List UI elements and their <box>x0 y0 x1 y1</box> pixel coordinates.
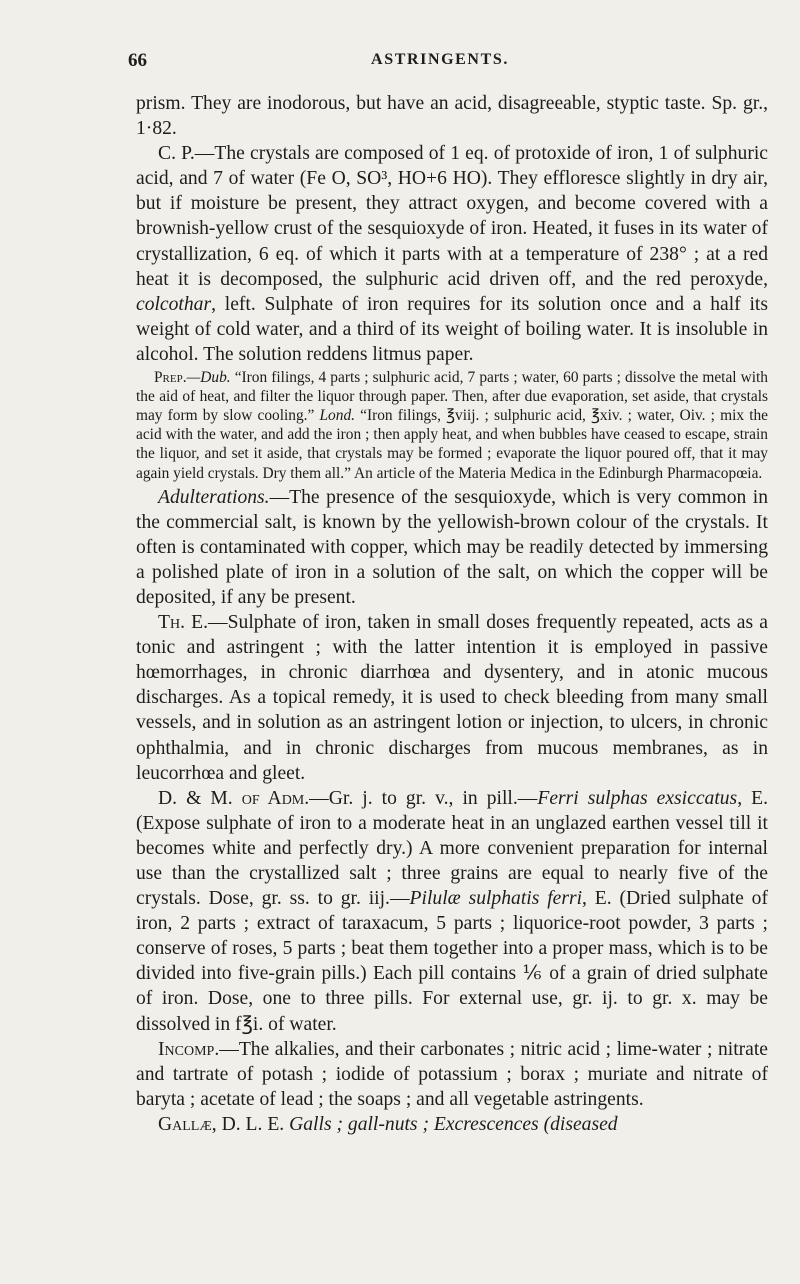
section-label: D. & M. of Adm. <box>158 787 310 809</box>
paragraph-text: , E. (Dried sulphate of iron, 2 parts ; extract of taraxacum, 5 parts ; liquorice-root powder, 3 parts ; conserve of roses, 5 parts ; beat them together into a proper mass, which is to be divided into five-grain pills.) Each pill contains ⅙ of a grain of dried sulphate of iron. Dose, one to three pills. For external use, gr. ij. to gr. x. may be dissolved in f℥i. of water. <box>136 888 768 1035</box>
running-head: ASTRINGENTS. <box>371 51 509 68</box>
italic-term: colcothar <box>136 293 212 315</box>
section-label: Th. E. <box>158 612 209 634</box>
section-label: Adulterations. <box>158 486 270 508</box>
paragraph-text: “Iron filings, 4 parts ; sulphuric acid, 7 parts ; water, 60 parts ; dissolve the metal with the aid of heat, and filter the liquor through paper. Then, after due evaporation, set aside, that crystals may form by slow cooling.” <box>136 369 768 425</box>
page-number: 66 <box>128 50 147 71</box>
paragraph-chemical-properties <box>136 141 768 367</box>
paragraph-therapeutic-effects <box>136 610 768 786</box>
paragraph-text: —Gr. j. to gr. v., in pill.— <box>309 787 538 809</box>
italic-term: Pilulæ sulphatis ferri <box>409 888 583 910</box>
section-label: C. P. <box>158 143 195 165</box>
paragraph-continuation <box>136 91 768 141</box>
paragraph-text: —The presence of the sesquioxyde, which is very common in the commercial salt, is known by the yellowish-brown colour of the crystals. It often is contaminated with copper, which may be readily detected by immersing a polished plate of iron in a solution of the salt, on which the copper will be deposited, if any be present. <box>136 486 768 608</box>
section-label: Incomp. <box>158 1038 220 1060</box>
paragraph-adulterations <box>136 485 768 610</box>
paragraph-preparation <box>136 368 768 483</box>
source-label: —Dub. <box>186 369 231 387</box>
paragraph-text: prism. They are inodorous, but have an acid, disagreeable, styptic taste. Sp. gr., 1·82. <box>136 93 768 140</box>
paragraph-text: , E. (Expose sulphate of iron to a moderate heat in an unglazed earthen vessel till it becomes white and perfectly dry.) A more convenient preparation for internal use than the crystallized salt ; three grains are equal to nearly five of the crystals. Dose, gr. ss. to gr. iij.— <box>136 787 768 910</box>
paragraph-text: , left. Sulphate of iron requires for its solution once and a half its weight of cold water, and a third of its weight of boiling water. It is insoluble in alcohol. The solution reddens litmus paper. <box>136 293 768 365</box>
page-header <box>128 50 752 78</box>
section-label: Prep. <box>154 369 187 387</box>
paragraph-gallae <box>136 1112 768 1137</box>
paragraph-text: —The alkalies, and their carbonates ; nitric acid ; lime-water ; nitrate and tartrate of potash ; iodide of potassium ; borax ; muriate and nitrate of baryta ; acetate of lead ; the soaps ; and all vegetable astringents. <box>136 1038 768 1110</box>
paragraph-dose-administration <box>136 786 768 1037</box>
body-text <box>136 91 768 1137</box>
paragraph-incompatibles <box>136 1037 768 1112</box>
section-label: Gallæ, D. L. E. <box>158 1113 285 1135</box>
italic-term: Ferri sulphas exsiccatus <box>537 787 738 809</box>
paragraph-text: —The crystals are composed of 1 eq. of protoxide of iron, 1 of sulphuric acid, and 7 of water (Fe O, SO³, HO+6 HO). They effloresce slightly in dry air, but if moisture be present, they attract oxygen, and become covered with a brownish-yellow crust of the sesquioxyde of iron. Heated, it fuses in its water of crystallization, 6 eq. of which it parts with at a temperature of 238° ; at a red heat it is decomposed, the sulphuric acid driven off, and the red peroxyde, <box>136 143 768 290</box>
italic-term: Galls ; gall-nuts ; Excrescences (diseased <box>289 1113 618 1135</box>
source-label: Lond. <box>319 407 355 425</box>
paragraph-text: —Sulphate of iron, taken in small doses frequently repeated, acts as a tonic and astringent ; with the latter intention it is employed in passive hœmorrhages, in chronic diarrhœa and dysentery, and in atonic mucous discharges. As a topical remedy, it is used to check bleeding from many small vessels, and in solution as an astringent lotion or injection, to ulcers, in chronic ophthalmia, and in chronic discharges from mucous membranes, as in leucorrhœa and gleet. <box>136 612 768 784</box>
paragraph-text: “Iron filings, ℥viij. ; sulphuric acid, ℥xiv. ; water, Oiv. ; mix the acid with the water, and add the iron ; then apply heat, and when bubbles have ceased to escape, strain the liquor, and set it aside, that crystals may be formed ; evaporate the liquor poured off, that it may again yield crystals. Dry them all.” An article of the Materia Medica in the Edinburgh Pharmacopœia. <box>136 407 768 482</box>
